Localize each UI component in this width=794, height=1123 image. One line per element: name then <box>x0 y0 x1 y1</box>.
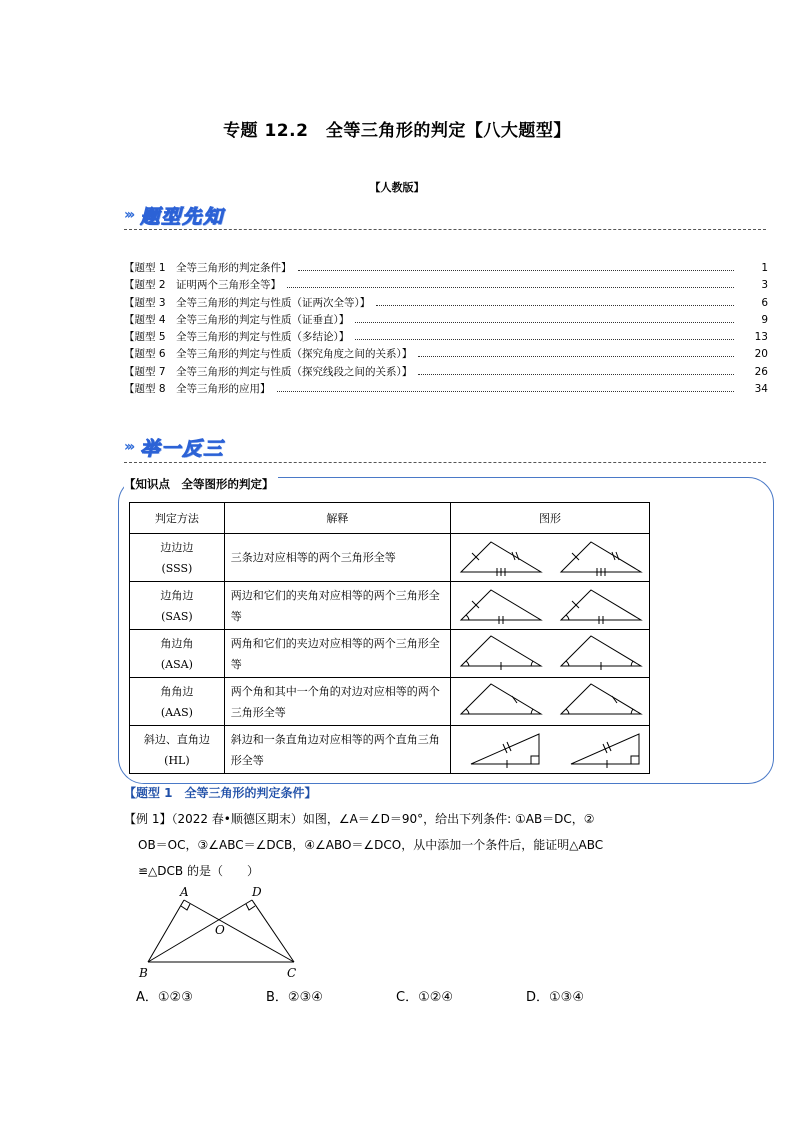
divider <box>124 229 766 230</box>
point-label-b: B <box>139 966 148 980</box>
option-a[interactable]: A．①②③ <box>136 990 193 1005</box>
toc-item[interactable]: 【题型 6 全等三角形的判定与性质（探究角度之间的关系）】 20 <box>124 348 768 361</box>
column-header: 图形 <box>451 503 650 534</box>
table-header-row <box>130 503 650 534</box>
divider <box>124 462 766 463</box>
toc-item[interactable]: 【题型 1 全等三角形的判定条件】 1 <box>124 262 768 274</box>
question-type-heading: 【题型 1 全等三角形的判定条件】 <box>124 786 317 800</box>
rule-figure-cell <box>451 582 650 630</box>
example-question <box>124 806 684 884</box>
toc-item[interactable]: 【题型 4 全等三角形的判定与性质（证垂直）】 9 <box>124 313 768 326</box>
knowledge-point-label: 【知识点 全等图形的判定】 <box>124 476 278 492</box>
rule-desc-cell: 两个角和其中一个角的对边对应相等的两个三角形全等 <box>224 678 450 726</box>
table-row <box>130 678 650 726</box>
page-title: 专题 12.2 全等三角形的判定【八大题型】 <box>223 121 571 141</box>
rule-desc-cell: 两角和它们的夹边对应相等的两个三角形全等 <box>224 630 450 678</box>
question-line: 【例 1】（2022 春•顺德区期末）如图，∠A＝∠D＝90°，给出下列条件: ①AB＝DC，② <box>124 812 595 826</box>
option-d[interactable]: D．①③④ <box>526 990 584 1005</box>
question-line: ≌△DCB 的是（ ） <box>138 864 259 878</box>
table-of-contents <box>124 260 768 398</box>
rule-figure-cell <box>451 726 650 774</box>
table-row <box>130 726 650 774</box>
toc-item[interactable]: 【题型 2 证明两个三角形全等】 3 <box>124 279 768 292</box>
rule-name-cell: 边角边 (SAS) <box>130 582 225 630</box>
option-c[interactable]: C．①②④ <box>396 990 454 1005</box>
hl-figure <box>451 726 649 770</box>
toc-item[interactable]: 【题型 3 全等三角形的判定与性质（证两次全等）】 6 <box>124 296 768 309</box>
point-label-d: D <box>252 885 262 899</box>
rule-name-cell: 斜边、直角边 (HL) <box>130 726 225 774</box>
point-label-c: C <box>287 966 297 980</box>
sss-figure <box>451 534 649 578</box>
toc-item[interactable]: 【题型 5 全等三角形的判定与性质（多结论）】 13 <box>124 331 768 344</box>
asa-figure <box>451 630 649 674</box>
aas-figure <box>451 678 649 722</box>
rule-desc-cell: 斜边和一条直角边对应相等的两个直角三角形全等 <box>224 726 450 774</box>
rule-name-cell: 角角边 (AAS) <box>130 678 225 726</box>
column-header: 判定方法 <box>130 503 225 534</box>
toc-item[interactable]: 【题型 8 全等三角形的应用】 34 <box>124 383 768 396</box>
column-header: 解释 <box>224 503 450 534</box>
question-line: OB＝OC，③∠ABC＝∠DCB，④∠ABO＝∠DCO，从中添加一个条件后，能证明△ABC <box>138 838 604 852</box>
point-label-a: A <box>180 885 189 899</box>
sas-figure <box>451 582 649 626</box>
rule-desc-cell: 三条边对应相等的两个三角形全等 <box>224 534 450 582</box>
rule-name-cell: 边边边 (SSS) <box>130 534 225 582</box>
banner-text: 举一反三 <box>140 437 225 460</box>
table-row <box>130 582 650 630</box>
triple-arrow-icon: ››› <box>124 207 133 223</box>
triple-arrow-icon: ››› <box>124 439 133 455</box>
answer-options <box>136 986 656 1005</box>
point-label-o: O <box>215 923 225 937</box>
table-row <box>130 630 650 678</box>
rule-name-cell: 角边角 (ASA) <box>130 630 225 678</box>
banner-text: 题型先知 <box>140 205 225 228</box>
geometry-figure <box>134 882 314 984</box>
rule-figure-cell <box>451 534 650 582</box>
option-b[interactable]: B．②③④ <box>266 990 323 1005</box>
banner-section-examples <box>124 432 224 462</box>
toc-item[interactable]: 【题型 7 全等三角形的判定与性质（探究线段之间的关系）】 26 <box>124 365 768 378</box>
edition-label: 【人教版】 <box>369 181 425 194</box>
table-row <box>130 534 650 582</box>
congruence-rules-table <box>129 502 650 774</box>
banner-section-overview <box>124 200 224 230</box>
rule-figure-cell <box>451 678 650 726</box>
rule-figure-cell <box>451 630 650 678</box>
rule-desc-cell: 两边和它们的夹角对应相等的两个三角形全等 <box>224 582 450 630</box>
